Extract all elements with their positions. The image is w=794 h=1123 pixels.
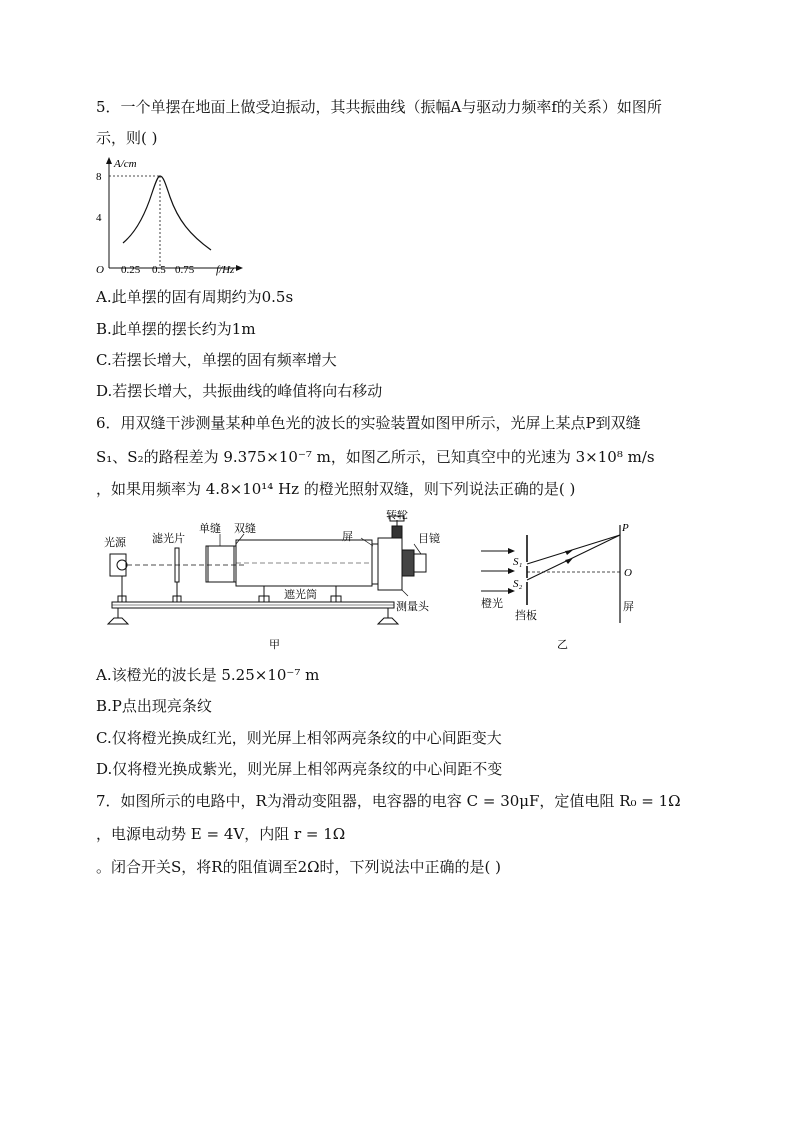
q6-option-d: D.仅将橙光换成紫光，则光屏上相邻两亮条纹的中心间距不变 — [96, 760, 503, 778]
label-o: O — [624, 567, 632, 579]
x-axis-label: f/Hz — [216, 264, 235, 276]
apparatus-figure-jia — [96, 510, 441, 655]
x-tick-0.25: 0.25 — [121, 264, 141, 276]
label-light-source: 光源 — [104, 537, 126, 549]
label-screen-yi: 屏 — [623, 601, 634, 613]
label-shade-tube: 遮光筒 — [284, 589, 317, 601]
label-eyepiece: 目镜 — [418, 533, 440, 545]
q6-stem-line1: 6．用双缝干涉测量某种单色光的波长的实验装置如图甲所示，光屏上某点P到双缝 — [96, 414, 641, 432]
q7-stem-line2: ，电源电动势 E = 4V，内阻 r = 1Ω — [96, 825, 346, 843]
q5-option-c: C.若摆长增大，单摆的固有频率增大 — [96, 351, 337, 369]
path-difference-figure-yi — [475, 515, 650, 655]
caption-jia: 甲 — [269, 639, 280, 651]
y-tick-4: 4 — [96, 212, 102, 224]
q5-option-b: B.此单摆的摆长约为1m — [96, 320, 256, 338]
q5-option-d: D.若摆长增大，共振曲线的峰值将向右移动 — [96, 382, 383, 400]
label-s2: S₂ — [513, 578, 523, 590]
x-tick-0.75: 0.75 — [175, 264, 195, 276]
q6-stem-line2: S₁、S₂的路程差为 9.375×10⁻⁷ m，如图乙所示，已知真空中的光速为 3×10⁸ m/s — [96, 448, 655, 466]
x-tick-0.5: 0.5 — [152, 264, 166, 276]
label-p: P — [622, 522, 629, 534]
resonance-curve-graph — [90, 155, 250, 280]
q5-stem-line1: 5．一个单摆在地面上做受迫振动，其共振曲线（振幅A与驱动力频率f的关系）如图所 — [96, 98, 662, 116]
q7-stem-line3: 。闭合开关S，将R的阻值调至2Ω时，下列说法中正确的是( ) — [96, 858, 502, 876]
q6-option-b: B.P点出现亮条纹 — [96, 697, 212, 715]
label-s1: S₁ — [513, 556, 523, 568]
q5-option-a: A.此单摆的固有周期约为0.5s — [96, 288, 294, 306]
q6-option-a: A.该橙光的波长是 5.25×10⁻⁷ m — [96, 666, 320, 684]
q6-option-c: C.仅将橙光换成红光，则光屏上相邻两亮条纹的中心间距变大 — [96, 729, 502, 747]
label-screen: 屏 — [342, 531, 353, 543]
label-double-slit: 双缝 — [234, 523, 256, 535]
label-barrier: 挡板 — [515, 610, 537, 622]
label-single-slit: 单缝 — [199, 523, 221, 535]
label-wheel: 转轮 — [386, 510, 408, 521]
label-measuring-head: 测量头 — [396, 601, 429, 613]
label-orange-light: 橙光 — [481, 598, 503, 610]
y-axis-label: A/cm — [114, 158, 137, 170]
q7-stem-line1: 7．如图所示的电路中，R为滑动变阻器，电容器的电容 C = 30μF，定值电阻 R₀ = 1Ω — [96, 792, 681, 810]
caption-yi: 乙 — [557, 639, 568, 651]
origin-label: O — [96, 264, 104, 276]
label-filter: 滤光片 — [152, 533, 185, 545]
q6-stem-line3: ，如果用频率为 4.8×10¹⁴ Hz 的橙光照射双缝，则下列说法正确的是( ) — [96, 480, 576, 498]
q5-stem-line2: 示，则( ) — [96, 129, 158, 147]
y-tick-8: 8 — [96, 171, 102, 183]
